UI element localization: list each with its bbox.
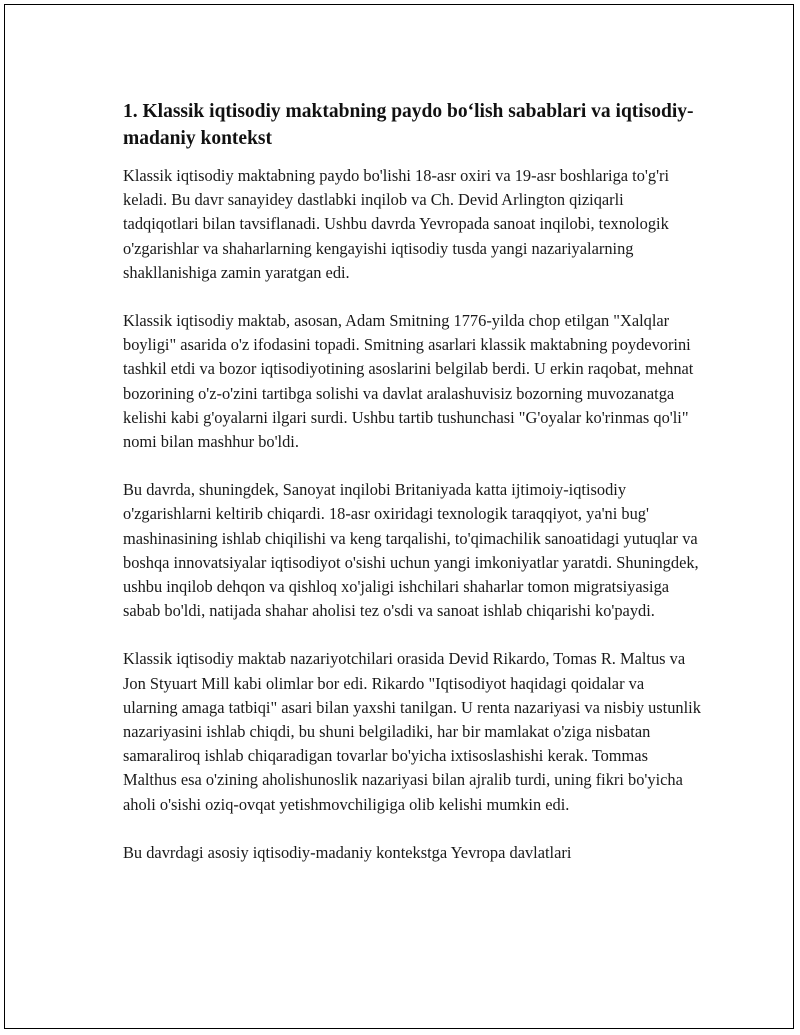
section-heading: 1. Klassik iqtisodiy maktabning paydo bo‘lish sabablari va iqtisodiy-madaniy kontekst: [123, 101, 694, 149]
page-frame: [4, 4, 794, 1029]
paragraph-3: Bu davrda, shuningdek, Sanoyat inqilobi Britaniyada katta ijtimoiy-iqtisodiy o'zgarishlarni keltirib chiqardi. 18-asr oxiridagi texnologik taraqqiyot, ya'ni bug' mashinasining ishlab chiqilishi va keng tarqalishi, to'qimachilik sanoatidagi yutuqlar va boshqa innovatsiyalar iqtisodiyot o'sishi uchun yangi imkoniyatlar yaratdi. Shuningdek, ushbu inqilob dehqon va qishloq xo'jaligi ishchilari shaharlar tomon migratsiyasiga sabab bo'ldi, natijada shahar aholisi tez o'sdi va sanoat ishlab chiqarishi ko'paydi.: [123, 480, 699, 621]
paragraph-4: Klassik iqtisodiy maktab nazariyotchilari orasida Devid Rikardo, Tomas R. Maltus va Jon Styuart Mill kabi olimlar bor edi. Rikardo "Iqtisodiyot haqidagi qoidalar va ularning amaga tatbiqi" asari bilan yaxshi tanilgan. U renta nazariyasi va nisbiy ustunlik nazariyasini ishlab chiqdi, bu shuni belgiladiki, har bir mamlakat o'ziga nisbatan samaraliroq ishlab chiqaradigan tovarlar bo'yicha ixtisoslashishi kerak. Tommas Malthus esa o'zining aholishunoslik nazariyasi bilan ajralib turdi, uning fikri bo'yicha aholi o'sishi oziq-ovqat yetishmovchiligiga olib kelishi mumkin edi.: [123, 649, 701, 814]
paragraph-5: Bu davrdagi asosiy iqtisodiy-madaniy kontekstga Yevropa davlatlari: [123, 842, 572, 862]
paragraph-1: Klassik iqtisodiy maktabning paydo bo'lishi 18-asr oxiri va 19-asr boshlariga to'g'ri keladi. Bu davr sanayidey dastlabki inqilob va Ch. Devid Arlington qiziqarli tadqiqotlari bilan tavsiflanadi. Ushbu davrda Yevropada sanoat inqilobi, texnologik o'zgarishlar va shaharlarning kengayishi iqtisodiy tusda yangi nazariyalarning shakllanishiga zamin yaratgan edi.: [123, 166, 670, 282]
document-body: [123, 98, 701, 889]
paragraph-2: Klassik iqtisodiy maktab, asosan, Adam Smitning 1776-yilda chop etilgan "Xalqlar boyligi" asarida o'z ifodasini topadi. Smitning asarlari klassik maktabning poydevorini tashkil etdi va bozor iqtisodiyotining asoslarini belgilab berdi. U erkin raqobat, mehnat bozorining o'z-o'zini tartibga solishi va davlat aralashuvisiz bozorning muvozanatga kelishi kabi g'oyalarni ilgari surdi. Ushbu tartib tushunchasi "G'oyalar ko'rinmas qo'li" nomi bilan mashhur bo'ldi.: [123, 311, 694, 452]
